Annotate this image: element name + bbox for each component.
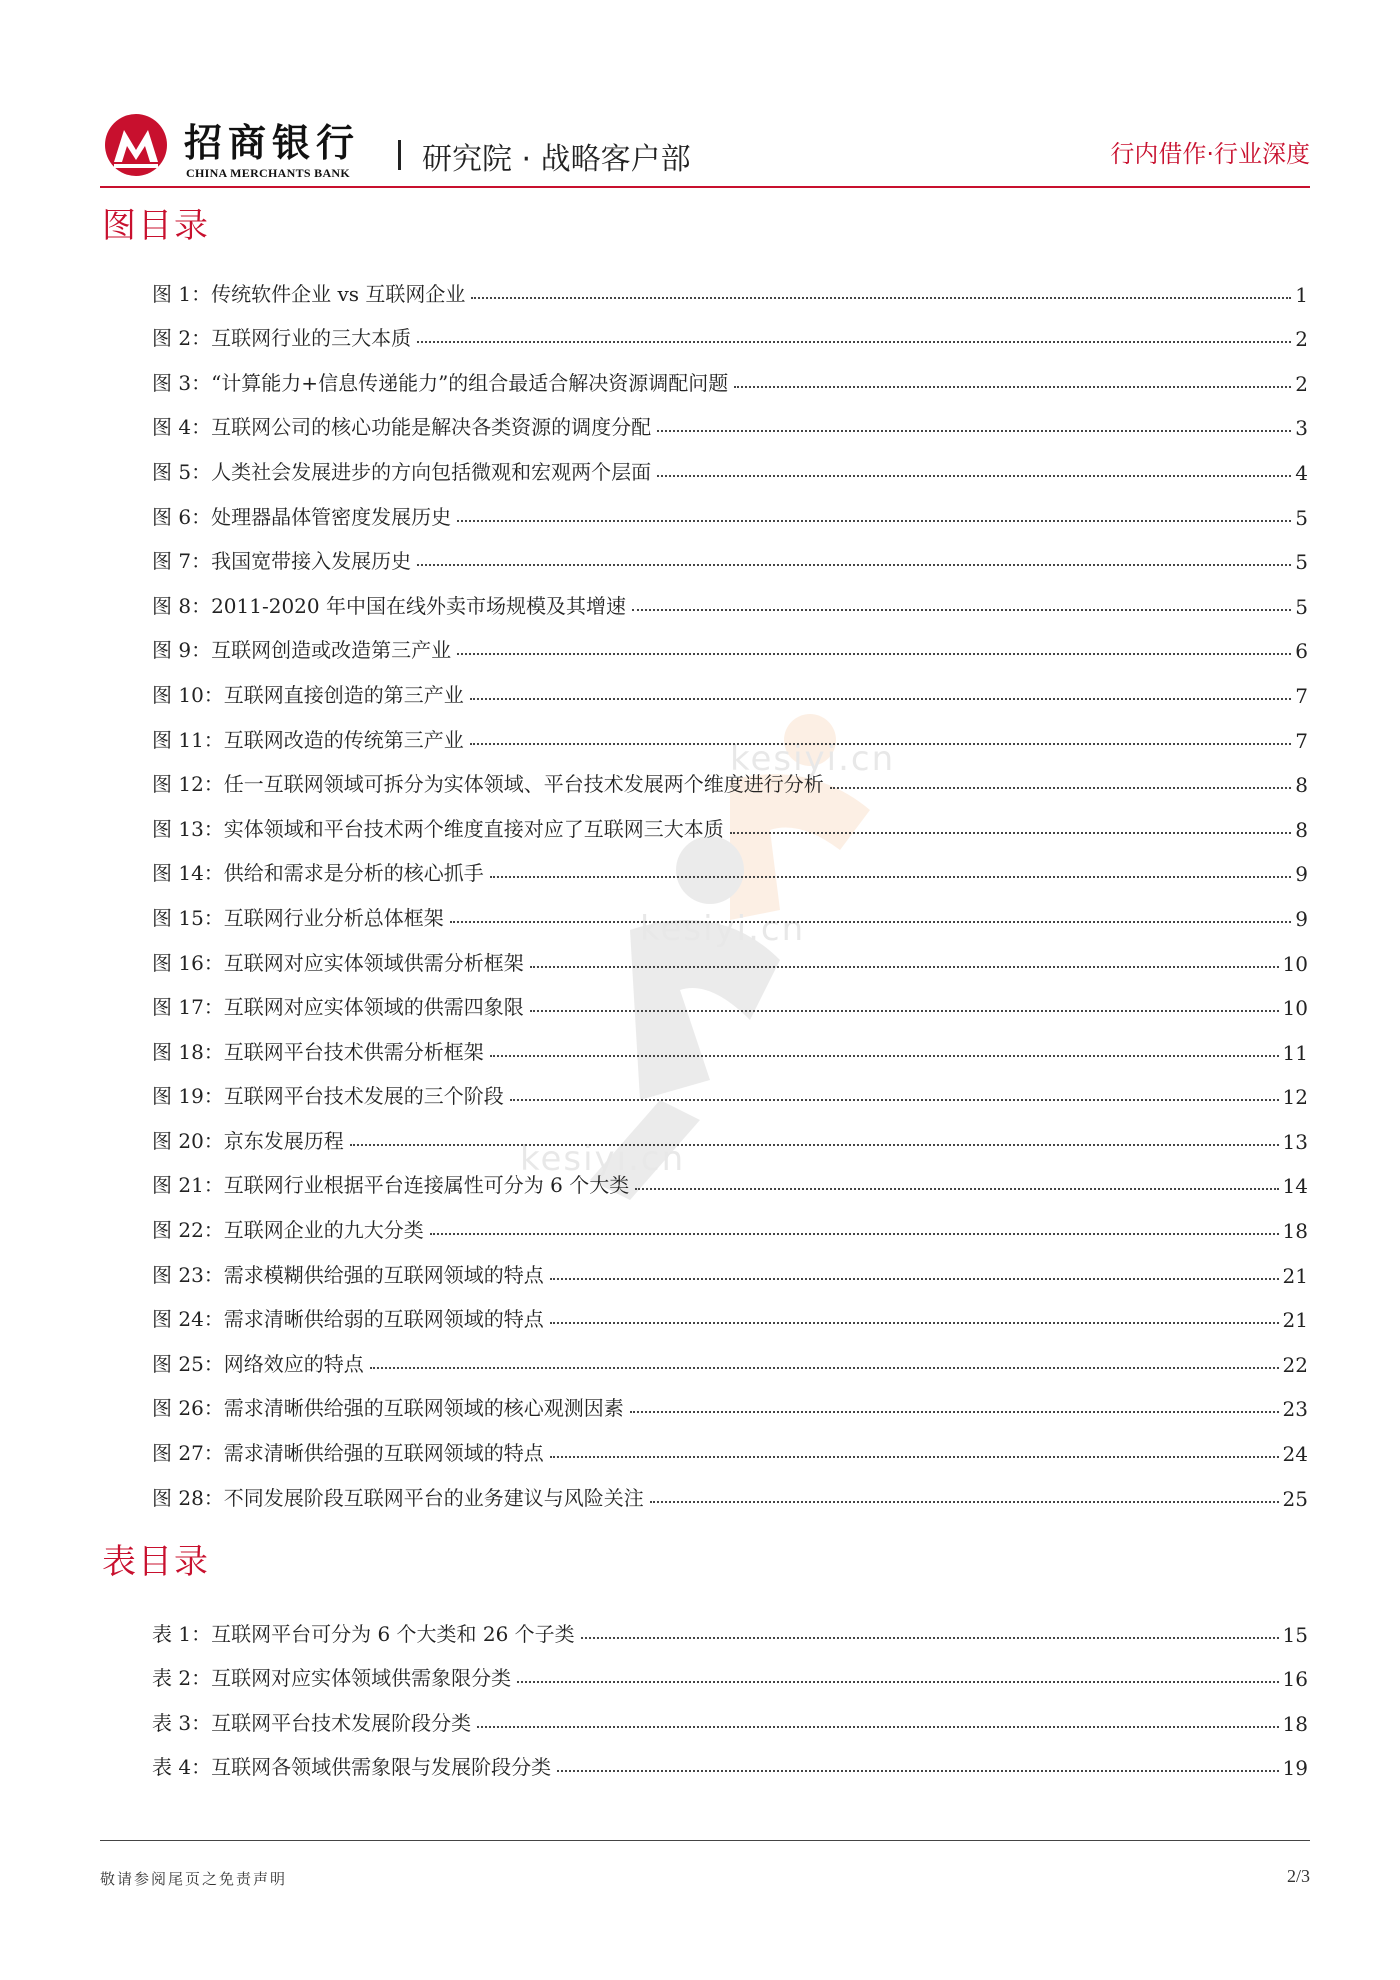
figure-toc-entry[interactable] (152, 753, 1308, 798)
toc-entry-label: 图 4：互联网公司的核心功能是解决各类资源的调度分配 (152, 415, 652, 440)
toc-entry-label: 图 16：互联网对应实体领域供需分析框架 (152, 950, 524, 975)
figure-toc-entry[interactable] (152, 976, 1308, 1021)
cmb-logo-icon (100, 112, 172, 178)
toc-entry-label: 图 26：需求清晰供给强的互联网领域的核心观测因素 (152, 1396, 624, 1421)
toc-entry-page: 25 (1282, 1486, 1308, 1511)
figure-toc-entry[interactable] (152, 530, 1308, 575)
toc-entry-page: 1 (1295, 282, 1308, 307)
toc-entry-label: 图 24：需求清晰供给弱的互联网领域的特点 (152, 1307, 544, 1332)
figure-toc-entry[interactable] (152, 1332, 1308, 1377)
toc-entry-label: 图 3：“计算能力+信息传递能力”的组合最适合解决资源调配问题 (152, 370, 729, 395)
toc-dot-leader (517, 1681, 1278, 1683)
figure-toc-entry[interactable] (152, 485, 1308, 530)
toc-dot-leader (581, 1637, 1279, 1639)
toc-dot-leader (470, 743, 1291, 745)
toc-entry-page: 14 (1282, 1174, 1308, 1199)
toc-entry-label: 表 3：互联网平台技术发展阶段分类 (152, 1710, 472, 1735)
toc-dot-leader (490, 876, 1291, 878)
toc-dot-leader (457, 653, 1291, 655)
toc-entry-page: 16 (1282, 1667, 1308, 1692)
toc-entry-label: 图 5：人类社会发展进步的方向包括微观和宏观两个层面 (152, 459, 652, 484)
toc-entry-page: 2 (1295, 327, 1308, 352)
toc-entry-label: 图 20：京东发展历程 (152, 1128, 344, 1153)
toc-entry-page: 9 (1295, 906, 1308, 931)
figure-toc-entry[interactable] (152, 1243, 1308, 1288)
toc-dot-leader (417, 341, 1291, 343)
toc-entry-label: 图 7：我国宽带接入发展历史 (152, 549, 412, 574)
figure-toc-entry[interactable] (152, 1288, 1308, 1333)
toc-entry-page: 2 (1295, 371, 1308, 396)
toc-entry-page: 12 (1282, 1085, 1308, 1110)
toc-entry-page: 9 (1295, 862, 1308, 887)
figure-toc-entry[interactable] (152, 1154, 1308, 1199)
figure-toc-entry[interactable] (152, 262, 1308, 307)
toc-entry-label: 图 11：互联网改造的传统第三产业 (152, 727, 464, 752)
toc-dot-leader (370, 1367, 1279, 1369)
figure-toc-entry[interactable] (152, 886, 1308, 931)
toc-dot-leader (657, 475, 1291, 477)
toc-entry-label: 图 17：互联网对应实体领域的供需四象限 (152, 995, 524, 1020)
toc-dot-leader (550, 1278, 1279, 1280)
toc-dot-leader (450, 921, 1291, 923)
figures-section-title: 图目录 (102, 206, 210, 246)
toc-entry-page: 24 (1282, 1442, 1308, 1467)
figure-toc-entry[interactable] (152, 1421, 1308, 1466)
figure-toc-entry[interactable] (152, 619, 1308, 664)
toc-entry-label: 图 19：互联网平台技术发展的三个阶段 (152, 1084, 504, 1109)
toc-entry-label: 图 1：传统软件企业 vs 互联网企业 (152, 281, 466, 306)
toc-entry-label: 图 23：需求模糊供给强的互联网领域的特点 (152, 1262, 544, 1287)
tables-toc-list (152, 1602, 1308, 1780)
toc-entry-label: 图 14：供给和需求是分析的核心抓手 (152, 861, 484, 886)
page-number: 2/3 (1286, 1866, 1310, 1886)
toc-entry-page: 18 (1282, 1219, 1308, 1244)
toc-dot-leader (550, 1456, 1279, 1458)
table-toc-entry[interactable] (152, 1691, 1308, 1736)
toc-dot-leader (430, 1233, 1279, 1235)
toc-entry-label: 表 4：互联网各领域供需象限与发展阶段分类 (152, 1755, 552, 1780)
header-separator (398, 140, 401, 170)
toc-entry-page: 15 (1282, 1622, 1308, 1647)
toc-entry-label: 图 25：网络效应的特点 (152, 1351, 364, 1376)
watermark-text: kesiyi.cn (730, 739, 896, 779)
toc-entry-page: 5 (1295, 505, 1308, 530)
toc-entry-page: 6 (1295, 639, 1308, 664)
figure-toc-entry[interactable] (152, 663, 1308, 708)
toc-dot-leader (657, 430, 1291, 432)
toc-entry-page: 23 (1282, 1397, 1308, 1422)
toc-entry-page: 21 (1282, 1263, 1308, 1288)
figure-toc-entry[interactable] (152, 1020, 1308, 1065)
figure-toc-entry[interactable] (152, 1109, 1308, 1154)
toc-dot-leader (471, 297, 1291, 299)
bank-name-en: CHINA MERCHANTS BANK (186, 166, 351, 180)
toc-dot-leader (477, 1726, 1278, 1728)
toc-entry-label: 图 10：互联网直接创造的第三产业 (152, 682, 464, 707)
toc-entry-page: 13 (1282, 1129, 1308, 1154)
toc-entry-page: 5 (1295, 594, 1308, 619)
toc-entry-page: 3 (1295, 416, 1308, 441)
toc-entry-page: 10 (1282, 996, 1308, 1021)
toc-entry-label: 表 1：互联网平台可分为 6 个大类和 26 个子类 (152, 1621, 575, 1646)
table-toc-entry[interactable] (152, 1647, 1308, 1692)
report-tag: 行内借作·行业深度 (1110, 140, 1310, 168)
toc-entry-label: 图 9：互联网创造或改造第三产业 (152, 638, 452, 663)
table-toc-entry[interactable] (152, 1736, 1308, 1781)
toc-entry-page: 7 (1295, 728, 1308, 753)
toc-dot-leader (490, 1055, 1279, 1057)
toc-entry-page: 4 (1295, 460, 1308, 485)
toc-entry-label: 图 2：互联网行业的三大本质 (152, 326, 412, 351)
footer-divider (100, 1840, 1310, 1841)
figure-toc-entry[interactable] (152, 1198, 1308, 1243)
toc-dot-leader (650, 1501, 1279, 1503)
toc-entry-page: 7 (1295, 683, 1308, 708)
toc-dot-leader (530, 1010, 1279, 1012)
toc-entry-page: 19 (1282, 1756, 1308, 1781)
toc-entry-label: 表 2：互联网对应实体领域供需象限分类 (152, 1666, 512, 1691)
toc-entry-label: 图 21：互联网行业根据平台连接属性可分为 6 个大类 (152, 1173, 630, 1198)
toc-entry-label: 图 22：互联网企业的九大分类 (152, 1218, 424, 1243)
toc-entry-label: 图 28：不同发展阶段互联网平台的业务建议与风险关注 (152, 1485, 644, 1510)
toc-dot-leader (510, 1099, 1279, 1101)
header-divider (100, 186, 1310, 188)
toc-entry-label: 图 27：需求清晰供给强的互联网领域的特点 (152, 1441, 544, 1466)
toc-entry-page: 8 (1295, 817, 1308, 842)
toc-entry-page: 21 (1282, 1308, 1308, 1333)
figure-toc-entry[interactable] (152, 708, 1308, 753)
tables-section-title: 表目录 (102, 1542, 210, 1582)
toc-dot-leader (734, 386, 1291, 388)
department-name: 研究院 · 战略客户部 (422, 142, 691, 177)
toc-dot-leader (830, 787, 1291, 789)
figure-toc-entry[interactable] (152, 797, 1308, 842)
toc-dot-leader (470, 698, 1291, 700)
toc-entry-label: 图 12：任一互联网领域可拆分为实体领域、平台技术发展两个维度进行分析 (152, 772, 824, 797)
figure-toc-entry[interactable] (152, 351, 1308, 396)
figure-toc-entry[interactable] (152, 1065, 1308, 1110)
toc-dot-leader (350, 1144, 1279, 1146)
toc-entry-page: 11 (1282, 1040, 1308, 1065)
toc-entry-page: 10 (1282, 951, 1308, 976)
toc-dot-leader (635, 1188, 1278, 1190)
toc-dot-leader (530, 966, 1279, 968)
figure-toc-entry[interactable] (152, 440, 1308, 485)
toc-entry-label: 图 6：处理器晶体管密度发展历史 (152, 504, 452, 529)
bank-name-cn: 招商银行 (184, 121, 361, 165)
figure-toc-entry[interactable] (152, 307, 1308, 352)
figure-toc-entry[interactable] (152, 574, 1308, 619)
toc-entry-page: 8 (1295, 773, 1308, 798)
figure-toc-entry[interactable] (152, 1377, 1308, 1422)
toc-entry-page: 18 (1282, 1711, 1308, 1736)
figure-toc-entry[interactable] (152, 396, 1308, 441)
figure-toc-entry[interactable] (152, 1466, 1308, 1511)
watermark-text: kesiyi.cn (520, 1139, 686, 1179)
figures-toc-list (152, 262, 1308, 1511)
disclaimer-note: 敬请参阅尾页之免责声明 (100, 1870, 288, 1888)
table-toc-entry[interactable] (152, 1602, 1308, 1647)
toc-dot-leader (730, 832, 1291, 834)
toc-dot-leader (457, 520, 1291, 522)
figure-toc-entry[interactable] (152, 931, 1308, 976)
toc-dot-leader (630, 1411, 1279, 1413)
toc-dot-leader (417, 564, 1291, 566)
toc-entry-label: 图 13：实体领域和平台技术两个维度直接对应了互联网三大本质 (152, 816, 724, 841)
figure-toc-entry[interactable] (152, 842, 1308, 887)
toc-dot-leader (632, 609, 1291, 611)
watermark-text: kesiyi.cn (640, 909, 806, 949)
page-header (100, 108, 1310, 188)
toc-entry-label: 图 18：互联网平台技术供需分析框架 (152, 1039, 484, 1064)
toc-entry-page: 5 (1295, 550, 1308, 575)
toc-entry-label: 图 8：2011-2020 年中国在线外卖市场规模及其增速 (152, 593, 626, 618)
toc-dot-leader (550, 1322, 1279, 1324)
toc-dot-leader (557, 1770, 1278, 1772)
toc-entry-label: 图 15：互联网行业分析总体框架 (152, 905, 444, 930)
toc-entry-page: 22 (1282, 1352, 1308, 1377)
